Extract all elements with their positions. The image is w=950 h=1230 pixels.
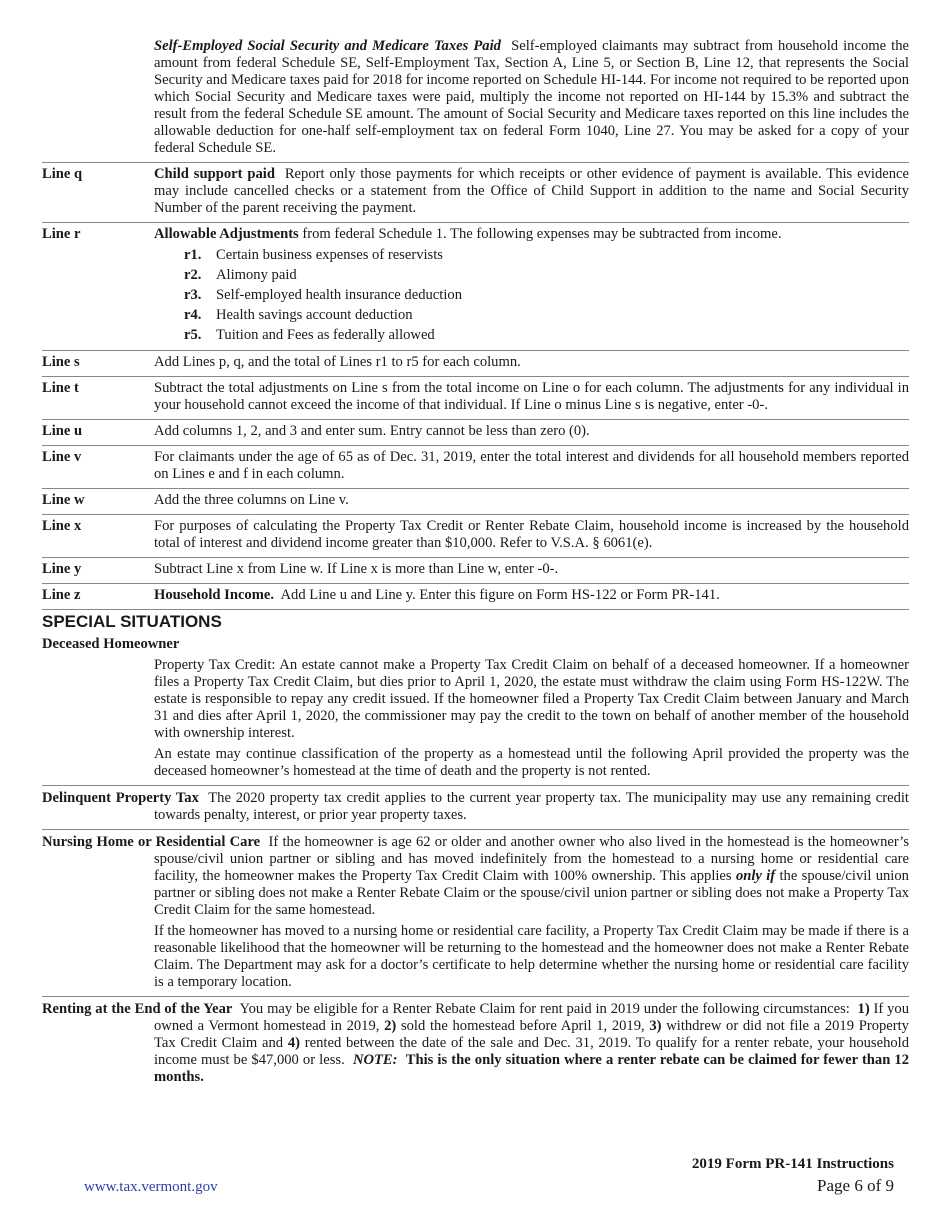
list-item bbox=[184, 285, 909, 305]
line-y-row bbox=[42, 557, 909, 583]
line-r-label: Line r bbox=[42, 226, 81, 242]
line-r-text bbox=[154, 226, 909, 345]
line-y-text: Subtract Line x from Line w. If Line x is more than Line w, enter -0-. bbox=[154, 561, 559, 577]
nursing-heading: Nursing Home or Residential Care bbox=[42, 834, 261, 850]
line-r-body: from federal Schedule 1. The following expenses may be subtracted from income. bbox=[302, 226, 782, 242]
item-text: Self-employed health insurance deduction bbox=[216, 287, 462, 303]
nursing-text-b: the spouse/civil union partner or sibling does not make a Renter Rebate Claim or the spouse/civil union partner or sibling does not make a Property Tax Credit Claim for the same homestead. bbox=[154, 868, 909, 918]
page-number: Page 6 of 9 bbox=[817, 1176, 894, 1195]
nursing-home bbox=[42, 829, 909, 996]
line-x-label: Line x bbox=[42, 518, 82, 534]
delinquent-text: The 2020 property tax credit applies to the current year property tax. The municipality may use any remaining credit towards penalty, interest, or prior year property taxes. bbox=[154, 790, 909, 823]
intro-text: Self-employed claimants may subtract from household income the amount from federal Schedule SE, Self-Employment Tax, Section A, Line 5, or Section B, Line 12, that represents the Social Security and Medicare taxes paid for 2018 for income reported on Schedule HI-144. For income not required to be reported upon which Social Security and Medicare taxes were paid, multiply the income not reported on HI-144 by 15.3% and subtract the result from the federal Schedule SE amount. The amount of Social Security and Medicare taxes reported on this line includes the allowable deduction for one-half self-employment tax on federal Form 1040, Line 27. You may be asked for a copy of your federal Schedule SE. bbox=[154, 38, 909, 156]
renting-text-4: rented between the date of the sale and Dec. 31, 2019. To qualify for a renter rebate, your household income must be $47,000 or less. bbox=[154, 1035, 910, 1068]
line-q-text bbox=[154, 166, 909, 217]
line-r-heading: Allowable Adjustments bbox=[154, 226, 299, 242]
line-u-row bbox=[42, 419, 909, 445]
line-z-heading: Household Income. bbox=[154, 587, 275, 603]
item-number: r5. bbox=[184, 327, 202, 343]
list-item bbox=[184, 265, 909, 285]
delinquent-property-tax bbox=[42, 785, 909, 829]
line-w-text: Add the three columns on Line v. bbox=[154, 492, 349, 508]
list-item bbox=[184, 325, 909, 345]
item-number: r2. bbox=[184, 267, 202, 283]
item-number: r3. bbox=[184, 287, 202, 303]
website-link[interactable]: www.tax.vermont.gov bbox=[84, 1179, 218, 1195]
line-q-heading: Child support paid bbox=[154, 166, 275, 182]
item-text: Health savings account deduction bbox=[216, 307, 413, 323]
nursing-paragraph-2: If the homeowner has moved to a nursing home or residential care facility, a Property Tax Credit Claim may be made if there is a reasonable likelihood that the homeowner will be returning to the homestead and the homeowner does not make a Renter Rebate Claim. The Department may ask for a doctor’s certificate to help determine whether the nursing home or residential care facility is a temporary location. bbox=[154, 923, 909, 990]
line-w-row bbox=[42, 488, 909, 514]
line-v-row bbox=[42, 445, 909, 488]
delinquent-heading: Delinquent Property Tax bbox=[42, 790, 199, 806]
item-text: Tuition and Fees as federally allowed bbox=[216, 327, 435, 343]
line-x-text: For purposes of calculating the Property Tax Credit or Renter Rebate Claim, household income is increased by the household total of interest and dividend income greater than $10,000. Refer to V.S.A. § 6061(e). bbox=[154, 518, 909, 551]
special-situations-title: SPECIAL SITUATIONS bbox=[42, 609, 909, 632]
list-item bbox=[184, 245, 909, 265]
line-w-label: Line w bbox=[42, 492, 85, 508]
line-q-body: Report only those payments for which receipts or other evidence of payment is available. This evidence may include cancelled checks or a statement from the Office of Child Support in addition to the name and Social Security Number of the parent receiving the payment. bbox=[154, 166, 909, 216]
intro-paragraph bbox=[154, 38, 909, 162]
line-u-text: Add columns 1, 2, and 3 and enter sum. Entry cannot be less than zero (0). bbox=[154, 423, 590, 439]
renting-num-4: 4) bbox=[287, 1035, 301, 1051]
line-z-label: Line z bbox=[42, 587, 81, 603]
deceased-homeowner-heading: Deceased Homeowner bbox=[42, 636, 180, 652]
list-item bbox=[184, 305, 909, 325]
form-title: 2019 Form PR-141 Instructions bbox=[691, 1156, 894, 1172]
item-text: Certain business expenses of reservists bbox=[216, 247, 443, 263]
renting-note-text: This is the only situation where a renter rebate can be claimed for fewer than 12 months. bbox=[154, 1052, 910, 1085]
renting-num-1: 1) bbox=[857, 1001, 870, 1017]
line-y-label: Line y bbox=[42, 561, 82, 577]
renting-num-3: 3) bbox=[649, 1018, 662, 1034]
intro-heading: Self-Employed Social Security and Medicare Taxes Paid bbox=[154, 38, 501, 54]
renting-end-of-year bbox=[42, 996, 909, 1091]
document-body bbox=[42, 38, 909, 1091]
line-t-row bbox=[42, 376, 909, 419]
renting-note-label: NOTE: bbox=[352, 1052, 398, 1068]
renting-text-3: withdrew or did not file a 2019 Property Tax Credit Claim and bbox=[154, 1018, 909, 1051]
line-v-text: For claimants under the age of 65 as of Dec. 31, 2019, enter the total interest and dividends for all household members reported on Lines e and f in each column. bbox=[154, 449, 909, 482]
line-t-text: Subtract the total adjustments on Line s from the total income on Line o for each column. The adjustments for any individual in your household cannot exceed the income of that individual. If Line o minus Line s is negative, enter -0-. bbox=[154, 380, 909, 413]
deceased-paragraph-1: Property Tax Credit: An estate cannot make a Property Tax Credit Claim on behalf of a deceased homeowner. If a homeowner files a Property Tax Credit Claim, but dies prior to April 1, 2020, the estate must withdraw the claim using Form HS-122W. The estate is responsible to repay any credit issued. If the homeowner filed a Property Tax Credit Claim between January and March 31 and dies after April 1, 2020, the commissioner may pay the credit to the town on behalf of another member of the household with ownership interest. bbox=[154, 657, 909, 741]
line-q-label: Line q bbox=[42, 166, 83, 182]
line-r-row bbox=[42, 222, 909, 350]
line-v-label: Line v bbox=[42, 449, 82, 465]
line-q-row bbox=[42, 162, 909, 222]
item-text: Alimony paid bbox=[216, 267, 297, 283]
line-s-row bbox=[42, 350, 909, 376]
line-s-label: Line s bbox=[42, 354, 80, 370]
line-t-label: Line t bbox=[42, 380, 79, 396]
line-z-text bbox=[154, 587, 909, 604]
renting-heading: Renting at the End of the Year bbox=[42, 1001, 233, 1017]
renting-num-2: 2) bbox=[384, 1018, 397, 1034]
line-z-body: Add Line u and Line y. Enter this figure on Form HS-122 or Form PR-141. bbox=[280, 587, 720, 603]
deceased-paragraph-2: An estate may continue classification of the property as a homestead until the following April provided the property was the deceased homeowner’s homestead at the time of death and the property is not rented. bbox=[154, 746, 909, 779]
item-number: r1. bbox=[184, 247, 202, 263]
adjustment-list bbox=[184, 245, 909, 345]
nursing-text-a: If the homeowner is age 62 or older and another owner who also lived in the homestead is the homeowner’s spouse/civil union partner or sibling and has moved indefinitely from the homestead to a nursing home or residential care facility, the homeowner makes the Property Tax Credit Claim with 100% ownership. This applies bbox=[154, 834, 909, 884]
item-number: r4. bbox=[184, 307, 202, 323]
line-u-label: Line u bbox=[42, 423, 83, 439]
line-s-text: Add Lines p, q, and the total of Lines r1 to r5 for each column. bbox=[154, 354, 521, 370]
nursing-emphasis: only if bbox=[735, 868, 776, 884]
renting-text-0: You may be eligible for a Renter Rebate Claim for rent paid in 2019 under the following circumstances: bbox=[239, 1001, 850, 1017]
line-z-row bbox=[42, 583, 909, 609]
renting-text-2: sold the homestead before April 1, 2019, bbox=[400, 1018, 645, 1034]
line-x-row bbox=[42, 514, 909, 557]
renting-text-1: If you owned a Vermont homestead in 2019, bbox=[154, 1001, 910, 1034]
